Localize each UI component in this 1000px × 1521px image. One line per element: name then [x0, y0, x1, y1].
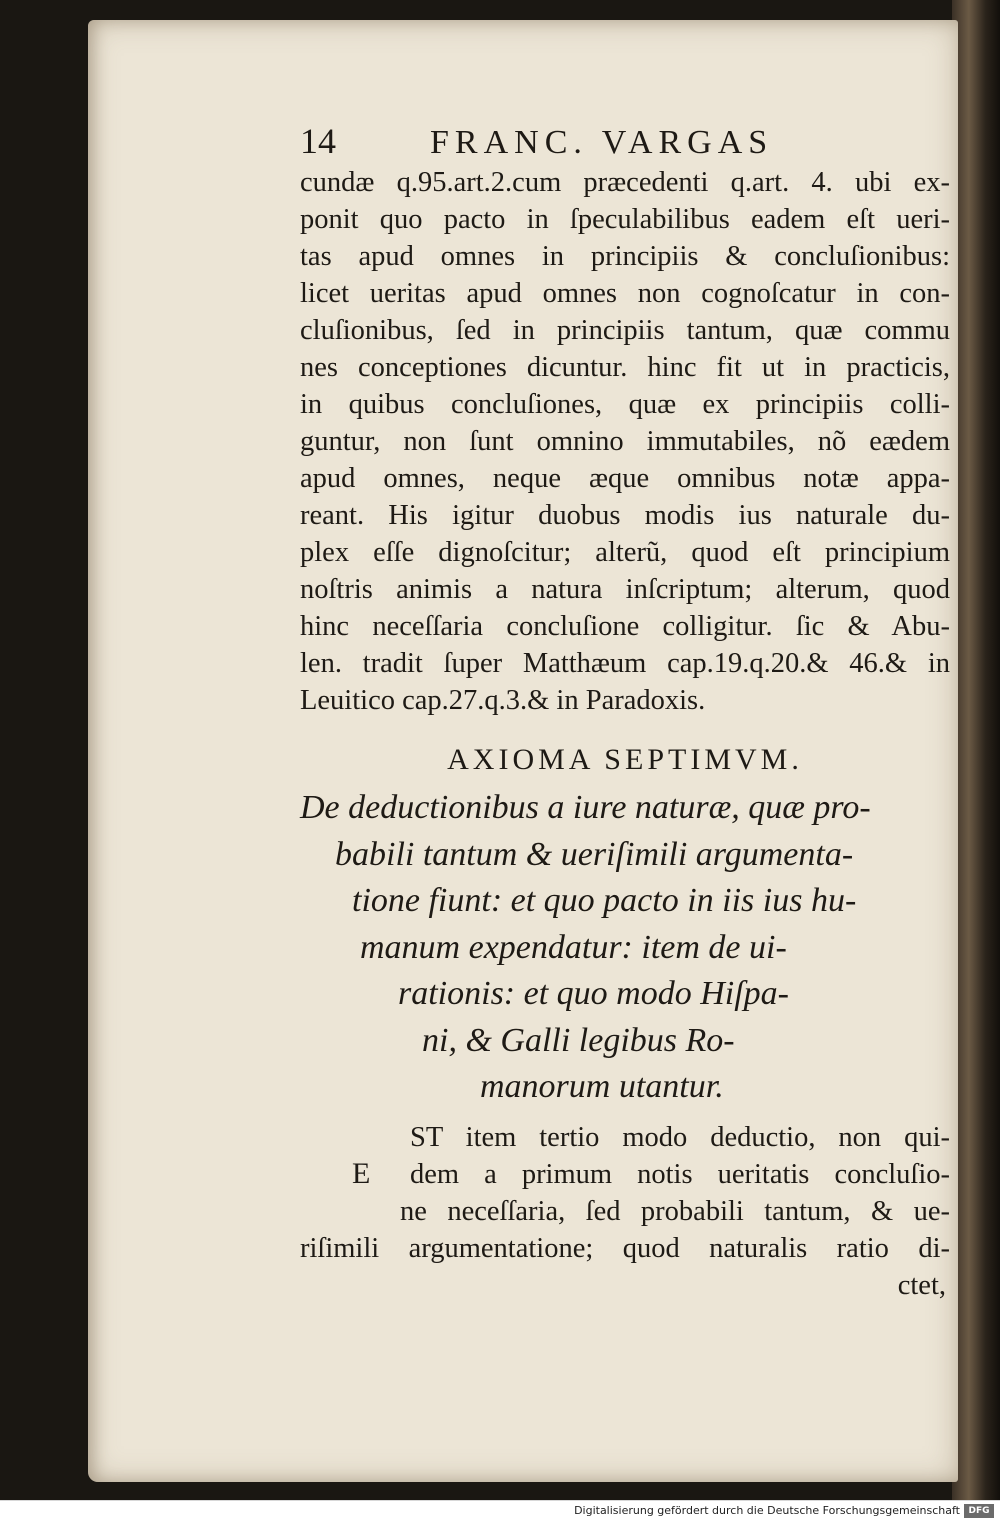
body-line: nes conceptiones dicuntur. hinc fit ut in practicis,	[300, 352, 950, 383]
body-line: guntur, non ſunt omnino immutabiles, nõ eædem	[300, 426, 950, 457]
body-line: cundæ q.95.art.2.cum præcedenti q.art. 4. ubi ex-	[300, 167, 950, 198]
body-line: len. tradit ſuper Matthæum cap.19.q.20.& 46.& in	[300, 648, 950, 679]
section-title: AXIOMA SEPTIMVM.	[447, 743, 803, 776]
body-line: apud omnes, neque æque omnibus notæ appa-	[300, 463, 950, 494]
body-line: dem a primum notis ueritatis concluſio-	[410, 1158, 950, 1190]
footer-bar	[0, 1500, 1000, 1521]
section-subtitle	[300, 785, 950, 1111]
dfg-logo: DFG	[964, 1504, 994, 1518]
subtitle-line: manorum utantur.	[480, 1068, 724, 1105]
running-header	[300, 120, 950, 164]
body-line: ST item tertio modo deductio, non qui-	[410, 1121, 950, 1153]
subtitle-line: manum expendatur: item de ui-	[360, 928, 787, 966]
subtitle-line: rationis: et quo modo Hiſpa-	[398, 975, 789, 1012]
subtitle-line: ni, & Galli legibus Ro-	[422, 1021, 735, 1059]
body-line: reant. His igitur duobus modis ius naturale du-	[300, 500, 950, 531]
body-line: riſimili argumentatione; quod naturalis ratio di-	[300, 1232, 950, 1264]
body-line: cluſionibus, ſed in principiis tantum, quæ commu	[300, 315, 950, 346]
final-paragraph	[300, 1119, 950, 1304]
body-line: tas apud omnes in principiis & concluſionibus:	[300, 241, 950, 272]
funding-credit: Digitalisierung gefördert durch die Deutsche Forschungsgemeinschaft	[574, 1504, 960, 1517]
subtitle-line: babili tantum & ueriſimili argumenta-	[335, 835, 854, 873]
body-line: in quibus concluſiones, quæ ex principiis colli-	[300, 389, 950, 420]
body-line: Leuitico cap.27.q.3.& in Paradoxis.	[300, 685, 706, 716]
page-text	[300, 120, 950, 1304]
catchword: ctet,	[897, 1269, 946, 1301]
drop-cap: E	[352, 1156, 371, 1190]
body-line: ponit quo pacto in ſpeculabilibus eadem eſt ueri-	[300, 204, 950, 235]
body-line: licet ueritas apud omnes non cognoſcatur in con-	[300, 278, 950, 309]
subtitle-line: De deductionibus a iure naturæ, quæ pro-	[300, 789, 871, 826]
body-line: plex eſſe dignoſcitur; alterũ, quod eſt principium	[300, 537, 950, 568]
running-title: FRANC. VARGAS	[430, 124, 774, 161]
body-paragraph	[300, 164, 950, 719]
body-line: ne neceſſaria, ſed probabili tantum, & ue-	[400, 1195, 950, 1227]
page-number: 14	[300, 121, 336, 161]
body-line: noſtris animis a natura inſcriptum; alterum, quod	[300, 574, 950, 605]
subtitle-line: tione fiunt: et quo pacto in iis ius hu-	[352, 882, 857, 919]
book-edge	[952, 0, 1000, 1500]
body-line: hinc neceſſaria concluſione colligitur. ſic & Abu-	[300, 611, 950, 642]
